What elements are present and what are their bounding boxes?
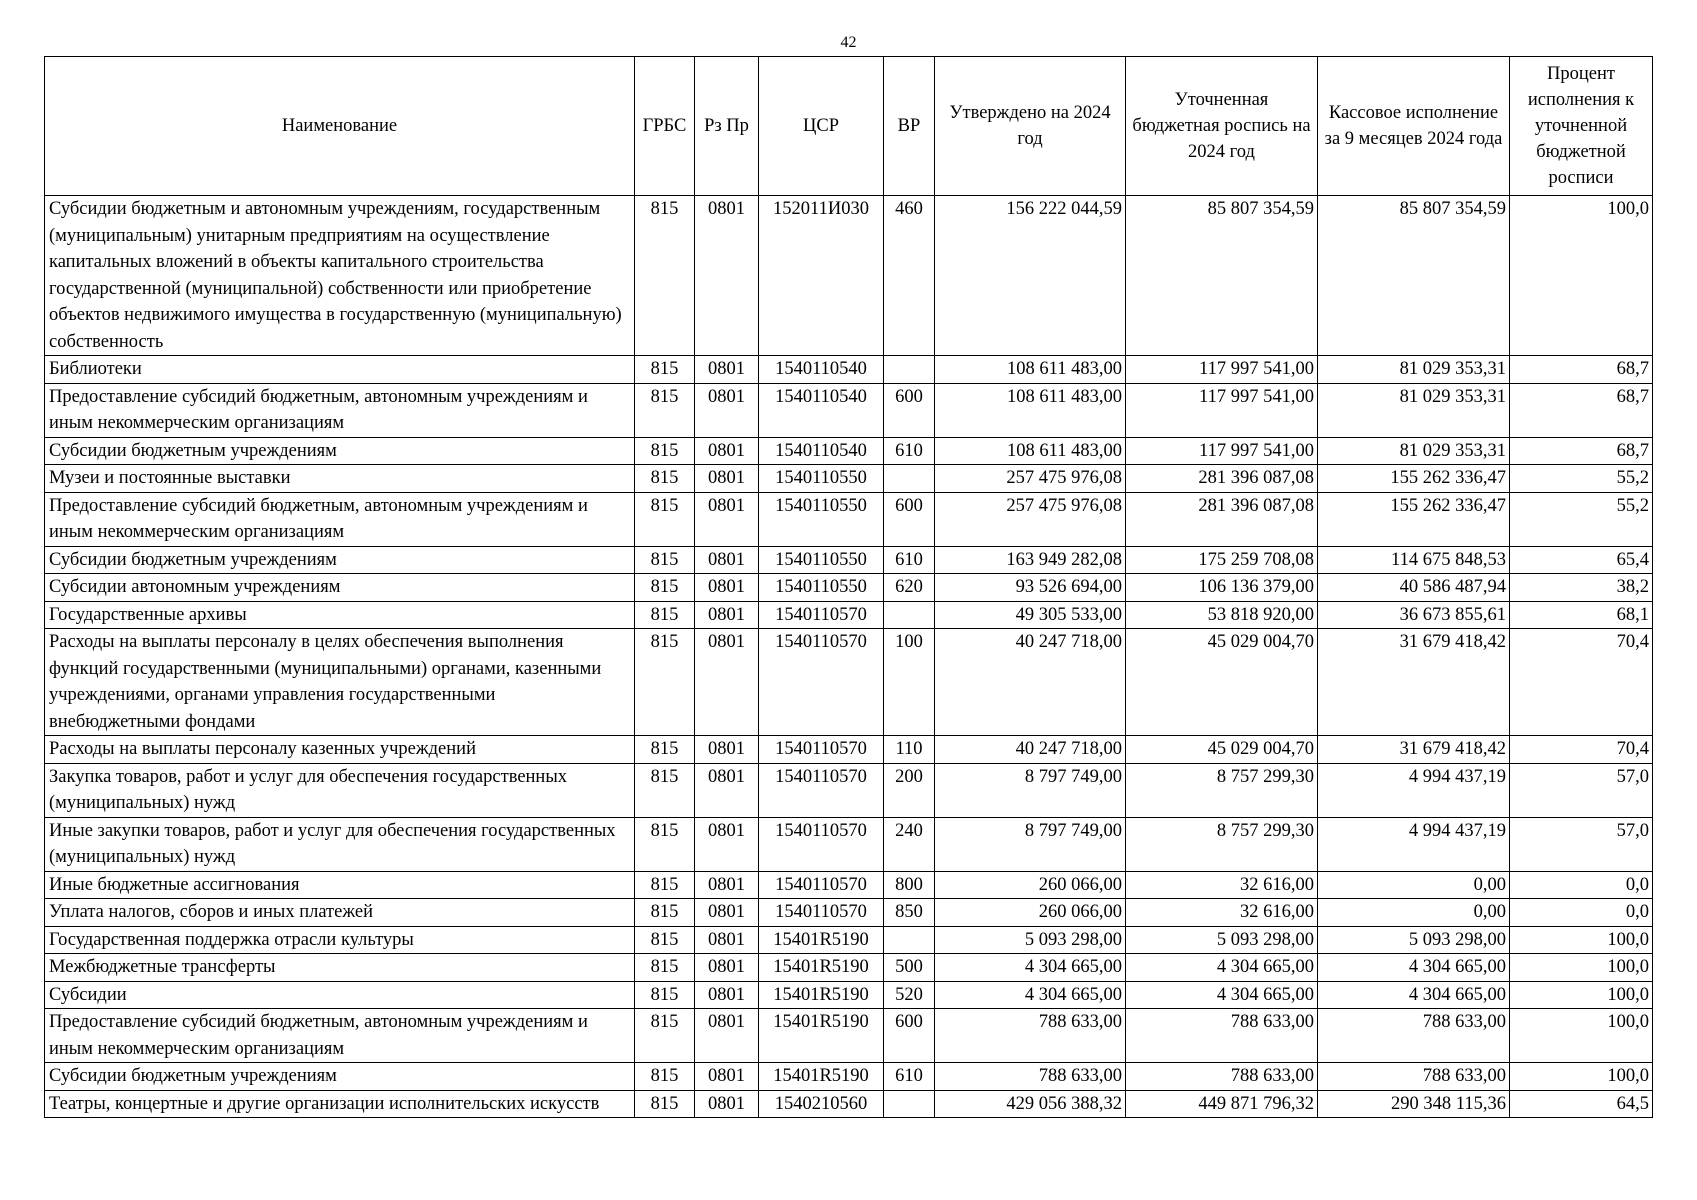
cell-rzpr: 0801 [695,356,759,384]
cell-executed: 31 679 418,42 [1318,629,1510,736]
cell-name: Субсидии бюджетным учреждениям [45,546,635,574]
cell-grbs: 815 [635,546,695,574]
cell-executed: 81 029 353,31 [1318,356,1510,384]
table-row [45,1063,1653,1091]
cell-csr: 1540110540 [759,437,884,465]
cell-vr: 600 [884,383,935,437]
header-approved: Утверждено на 2024 год [935,57,1126,196]
cell-executed: 4 994 437,19 [1318,817,1510,871]
cell-csr: 15401R5190 [759,1009,884,1063]
table-row [45,383,1653,437]
cell-vr: 610 [884,1063,935,1091]
cell-vr: 200 [884,763,935,817]
cell-refined: 4 304 665,00 [1126,981,1318,1009]
cell-executed: 788 633,00 [1318,1063,1510,1091]
cell-percent: 100,0 [1510,1009,1653,1063]
cell-percent: 57,0 [1510,817,1653,871]
cell-grbs: 815 [635,383,695,437]
cell-rzpr: 0801 [695,981,759,1009]
cell-refined: 117 997 541,00 [1126,437,1318,465]
cell-rzpr: 0801 [695,736,759,764]
cell-refined: 4 304 665,00 [1126,954,1318,982]
cell-percent: 0,0 [1510,871,1653,899]
cell-vr [884,1090,935,1118]
cell-vr: 610 [884,437,935,465]
table-row [45,981,1653,1009]
cell-grbs: 815 [635,196,695,356]
table-row [45,196,1653,356]
cell-approved: 257 475 976,08 [935,492,1126,546]
cell-grbs: 815 [635,1090,695,1118]
cell-grbs: 815 [635,817,695,871]
cell-name: Предоставление субсидий бюджетным, автономным учреждениям и иным некоммерческим организациям [45,383,635,437]
cell-name: Закупка товаров, работ и услуг для обеспечения государственных (муниципальных) нужд [45,763,635,817]
cell-refined: 5 093 298,00 [1126,926,1318,954]
cell-approved: 40 247 718,00 [935,736,1126,764]
cell-grbs: 815 [635,899,695,927]
cell-csr: 15401R5190 [759,926,884,954]
cell-executed: 155 262 336,47 [1318,492,1510,546]
cell-rzpr: 0801 [695,1090,759,1118]
cell-vr: 620 [884,574,935,602]
cell-approved: 8 797 749,00 [935,763,1126,817]
cell-approved: 788 633,00 [935,1063,1126,1091]
cell-name: Субсидии бюджетным учреждениям [45,437,635,465]
cell-grbs: 815 [635,356,695,384]
cell-approved: 4 304 665,00 [935,954,1126,982]
page-number: 42 [840,34,857,51]
cell-executed: 31 679 418,42 [1318,736,1510,764]
cell-rzpr: 0801 [695,492,759,546]
cell-executed: 85 807 354,59 [1318,196,1510,356]
header-name: Наименование [45,57,635,196]
cell-executed: 81 029 353,31 [1318,383,1510,437]
cell-vr: 600 [884,1009,935,1063]
table-row [45,736,1653,764]
cell-vr: 240 [884,817,935,871]
cell-executed: 0,00 [1318,899,1510,927]
cell-refined: 281 396 087,08 [1126,465,1318,493]
cell-approved: 429 056 388,32 [935,1090,1126,1118]
cell-name: Библиотеки [45,356,635,384]
cell-executed: 114 675 848,53 [1318,546,1510,574]
cell-rzpr: 0801 [695,546,759,574]
cell-executed: 290 348 115,36 [1318,1090,1510,1118]
cell-executed: 4 994 437,19 [1318,763,1510,817]
cell-csr: 1540110570 [759,871,884,899]
cell-percent: 100,0 [1510,954,1653,982]
cell-vr: 110 [884,736,935,764]
table-header-row [45,57,1653,196]
cell-approved: 8 797 749,00 [935,817,1126,871]
cell-csr: 1540110540 [759,356,884,384]
cell-approved: 257 475 976,08 [935,465,1126,493]
cell-csr: 1540110570 [759,601,884,629]
cell-vr [884,926,935,954]
cell-name: Театры, концертные и другие организации исполнительских искусств [45,1090,635,1118]
cell-percent: 64,5 [1510,1090,1653,1118]
budget-execution-table [44,56,1653,1118]
cell-rzpr: 0801 [695,899,759,927]
cell-percent: 100,0 [1510,981,1653,1009]
cell-name: Предоставление субсидий бюджетным, автономным учреждениям и иным некоммерческим организациям [45,1009,635,1063]
cell-executed: 788 633,00 [1318,1009,1510,1063]
cell-csr: 1540110570 [759,817,884,871]
cell-approved: 260 066,00 [935,871,1126,899]
cell-csr: 1540110570 [759,629,884,736]
cell-name: Уплата налогов, сборов и иных платежей [45,899,635,927]
table-row [45,601,1653,629]
header-rzpr: Рз Пр [695,57,759,196]
cell-approved: 40 247 718,00 [935,629,1126,736]
cell-vr: 460 [884,196,935,356]
cell-vr: 610 [884,546,935,574]
cell-rzpr: 0801 [695,1063,759,1091]
cell-executed: 4 304 665,00 [1318,981,1510,1009]
cell-grbs: 815 [635,437,695,465]
cell-csr: 15401R5190 [759,981,884,1009]
cell-percent: 57,0 [1510,763,1653,817]
table-row [45,546,1653,574]
table-row [45,1090,1653,1118]
cell-refined: 106 136 379,00 [1126,574,1318,602]
cell-approved: 788 633,00 [935,1009,1126,1063]
cell-refined: 117 997 541,00 [1126,356,1318,384]
header-vr: ВР [884,57,935,196]
table-row [45,574,1653,602]
cell-approved: 260 066,00 [935,899,1126,927]
cell-name: Государственные архивы [45,601,635,629]
table-row [45,356,1653,384]
cell-grbs: 815 [635,871,695,899]
table-row [45,465,1653,493]
cell-name: Межбюджетные трансферты [45,954,635,982]
cell-rzpr: 0801 [695,817,759,871]
cell-percent: 55,2 [1510,492,1653,546]
cell-csr: 152011И030 [759,196,884,356]
cell-rzpr: 0801 [695,954,759,982]
cell-refined: 85 807 354,59 [1126,196,1318,356]
cell-name: Иные закупки товаров, работ и услуг для обеспечения государственных (муниципальных) нужд [45,817,635,871]
cell-rzpr: 0801 [695,574,759,602]
cell-executed: 0,00 [1318,871,1510,899]
cell-name: Музеи и постоянные выставки [45,465,635,493]
cell-name: Расходы на выплаты персоналу в целях обеспечения выполнения функций государственными (муниципальными) органами, казенными учреждениями, органами управления государственными внебюджетными фондами [45,629,635,736]
cell-grbs: 815 [635,1009,695,1063]
cell-executed: 36 673 855,61 [1318,601,1510,629]
cell-refined: 45 029 004,70 [1126,736,1318,764]
cell-executed: 5 093 298,00 [1318,926,1510,954]
cell-csr: 1540110550 [759,465,884,493]
cell-csr: 1540110550 [759,574,884,602]
cell-vr: 600 [884,492,935,546]
cell-approved: 93 526 694,00 [935,574,1126,602]
cell-approved: 156 222 044,59 [935,196,1126,356]
cell-rzpr: 0801 [695,926,759,954]
cell-approved: 108 611 483,00 [935,437,1126,465]
cell-approved: 108 611 483,00 [935,356,1126,384]
cell-vr: 100 [884,629,935,736]
cell-refined: 32 616,00 [1126,871,1318,899]
cell-name: Расходы на выплаты персоналу казенных учреждений [45,736,635,764]
cell-csr: 1540110550 [759,546,884,574]
cell-percent: 100,0 [1510,926,1653,954]
cell-refined: 8 757 299,30 [1126,763,1318,817]
cell-rzpr: 0801 [695,196,759,356]
cell-rzpr: 0801 [695,465,759,493]
cell-percent: 65,4 [1510,546,1653,574]
cell-csr: 15401R5190 [759,1063,884,1091]
cell-percent: 68,7 [1510,356,1653,384]
header-grbs: ГРБС [635,57,695,196]
header-executed: Кассовое исполнение за 9 месяцев 2024 года [1318,57,1510,196]
cell-name: Субсидии бюджетным и автономным учреждениям, государственным (муниципальным) унитарным предприятиям на осуществление капитальных вложений в объекты капитального строительства государственной (муниципальной) собственности или приобретение объектов недвижимого имущества в государственную (муниципальную) собственность [45,196,635,356]
header-refined: Уточненная бюджетная роспись на 2024 год [1126,57,1318,196]
cell-csr: 1540110570 [759,736,884,764]
cell-vr: 520 [884,981,935,1009]
cell-refined: 53 818 920,00 [1126,601,1318,629]
cell-refined: 449 871 796,32 [1126,1090,1318,1118]
cell-csr: 1540110550 [759,492,884,546]
cell-vr: 500 [884,954,935,982]
cell-grbs: 815 [635,981,695,1009]
cell-percent: 55,2 [1510,465,1653,493]
cell-name: Субсидии [45,981,635,1009]
cell-approved: 5 093 298,00 [935,926,1126,954]
cell-refined: 788 633,00 [1126,1009,1318,1063]
cell-percent: 68,7 [1510,383,1653,437]
cell-refined: 281 396 087,08 [1126,492,1318,546]
cell-percent: 100,0 [1510,196,1653,356]
cell-csr: 1540210560 [759,1090,884,1118]
cell-name: Государственная поддержка отрасли культуры [45,926,635,954]
table-row [45,437,1653,465]
cell-percent: 38,2 [1510,574,1653,602]
cell-rzpr: 0801 [695,383,759,437]
table-row [45,629,1653,736]
cell-executed: 4 304 665,00 [1318,954,1510,982]
cell-grbs: 815 [635,465,695,493]
cell-vr [884,356,935,384]
cell-name: Субсидии бюджетным учреждениям [45,1063,635,1091]
table-row [45,492,1653,546]
cell-approved: 49 305 533,00 [935,601,1126,629]
cell-executed: 81 029 353,31 [1318,437,1510,465]
header-csr: ЦСР [759,57,884,196]
cell-rzpr: 0801 [695,1009,759,1063]
cell-rzpr: 0801 [695,629,759,736]
cell-vr: 850 [884,899,935,927]
cell-vr: 800 [884,871,935,899]
cell-percent: 70,4 [1510,736,1653,764]
cell-grbs: 815 [635,1063,695,1091]
cell-refined: 175 259 708,08 [1126,546,1318,574]
cell-percent: 68,1 [1510,601,1653,629]
cell-grbs: 815 [635,763,695,817]
table-row [45,1009,1653,1063]
cell-percent: 0,0 [1510,899,1653,927]
header-percent: Процент исполнения к уточненной бюджетной росписи [1510,57,1653,196]
cell-refined: 32 616,00 [1126,899,1318,927]
cell-rzpr: 0801 [695,763,759,817]
table-row [45,763,1653,817]
cell-approved: 163 949 282,08 [935,546,1126,574]
cell-refined: 788 633,00 [1126,1063,1318,1091]
cell-csr: 1540110570 [759,899,884,927]
cell-percent: 70,4 [1510,629,1653,736]
cell-refined: 45 029 004,70 [1126,629,1318,736]
cell-rzpr: 0801 [695,871,759,899]
cell-refined: 117 997 541,00 [1126,383,1318,437]
table-row [45,954,1653,982]
cell-percent: 100,0 [1510,1063,1653,1091]
cell-grbs: 815 [635,574,695,602]
cell-grbs: 815 [635,926,695,954]
cell-grbs: 815 [635,629,695,736]
cell-csr: 1540110540 [759,383,884,437]
cell-executed: 40 586 487,94 [1318,574,1510,602]
table-body [45,196,1653,1118]
cell-vr [884,601,935,629]
cell-csr: 15401R5190 [759,954,884,982]
cell-approved: 4 304 665,00 [935,981,1126,1009]
cell-rzpr: 0801 [695,437,759,465]
cell-grbs: 815 [635,954,695,982]
cell-vr [884,465,935,493]
cell-executed: 155 262 336,47 [1318,465,1510,493]
cell-grbs: 815 [635,601,695,629]
cell-approved: 108 611 483,00 [935,383,1126,437]
cell-name: Иные бюджетные ассигнования [45,871,635,899]
cell-refined: 8 757 299,30 [1126,817,1318,871]
cell-name: Субсидии автономным учреждениям [45,574,635,602]
cell-name: Предоставление субсидий бюджетным, автономным учреждениям и иным некоммерческим организациям [45,492,635,546]
cell-csr: 1540110570 [759,763,884,817]
cell-grbs: 815 [635,736,695,764]
table-row [45,817,1653,871]
table-row [45,899,1653,927]
cell-grbs: 815 [635,492,695,546]
cell-rzpr: 0801 [695,601,759,629]
table-row [45,926,1653,954]
table-row [45,871,1653,899]
cell-percent: 68,7 [1510,437,1653,465]
